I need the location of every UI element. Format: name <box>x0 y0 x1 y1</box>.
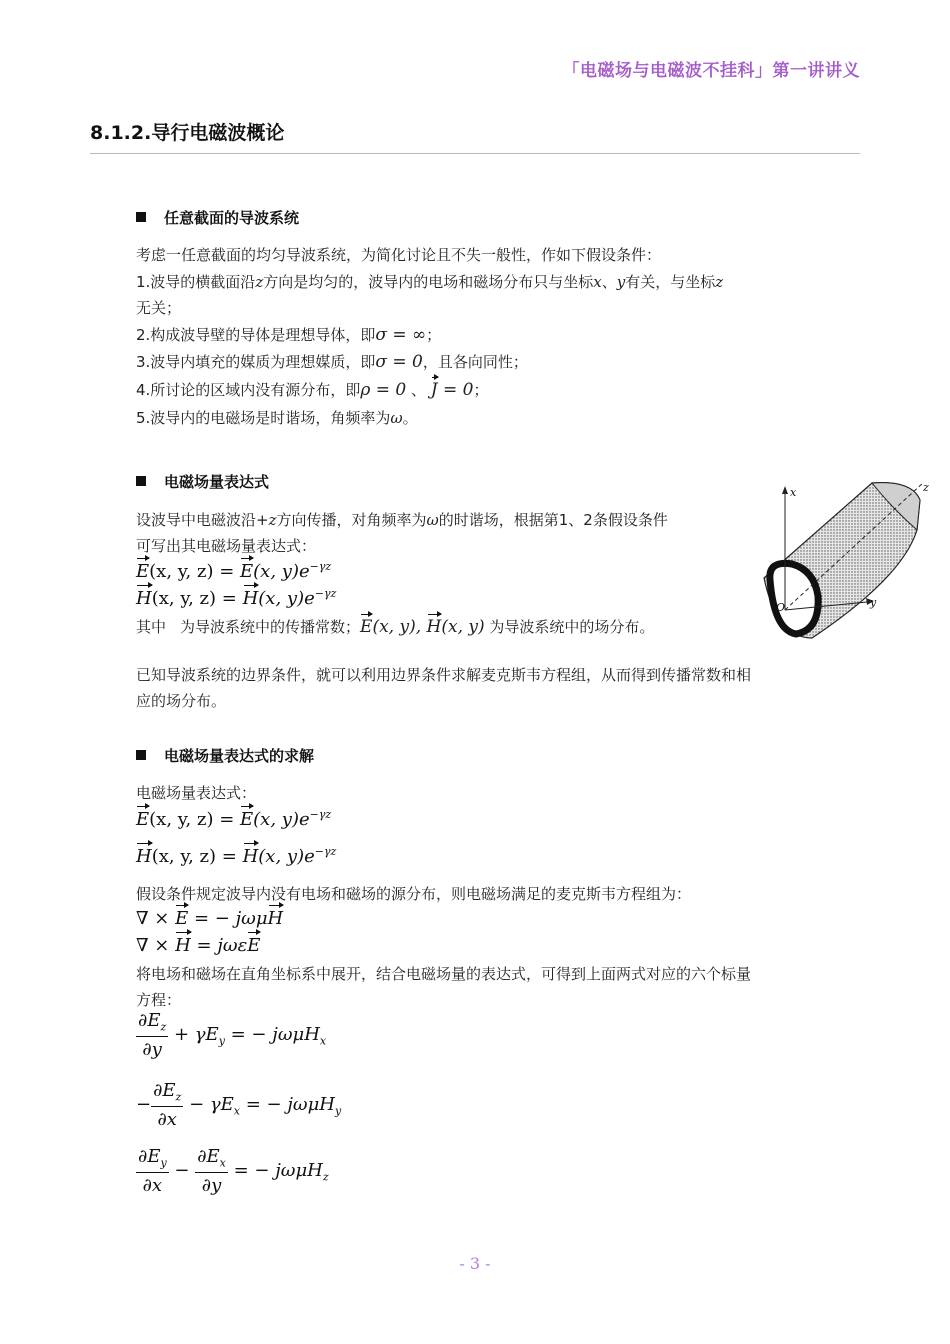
bullet-square-icon <box>136 212 146 222</box>
equation-H-field: H(x, y, z) = H(x, $y)e^{-\gamma z}$ <box>136 587 337 609</box>
heading-text: 任意截面的导波系统 <box>164 209 300 227</box>
boundary-text-2: 应的场分布。 <box>136 692 227 710</box>
waveguide-cross-section <box>770 563 818 634</box>
expand-text-2: 方程： <box>136 991 182 1009</box>
propagation-text: 设波导中电磁波沿+z方向传播，对角频率为ω的时谐场，根据第1、2条假设条件 <box>136 511 668 529</box>
origin-label: O <box>776 601 786 614</box>
maxwell-intro: 假设条件规定波导内没有电场和磁场的源分布，则电磁场满足的麦克斯韦方程组为： <box>136 885 692 903</box>
heading-arbitrary-waveguide <box>136 207 299 228</box>
section-divider <box>90 153 860 154</box>
document-header-title: 「电磁场与电磁波不挂科」第一讲讲义 <box>562 61 860 81</box>
heading-text: 电磁场量表达式的求解 <box>164 747 315 765</box>
waveguide-diagram <box>752 478 937 648</box>
axis-label-x: x <box>790 486 797 499</box>
assumption-5: 5.波导内的电磁场是时谐场，角频率为ω。 <box>136 409 418 427</box>
boundary-text: 已知导波系统的边界条件，就可以利用边界条件求解麦克斯韦方程组，从而得到传播常数和相 <box>136 666 752 684</box>
bullet-square-icon <box>136 476 146 486</box>
scalar-equation-3: $\frac{\partial E_y}{\partial x}$ − $\frac{\partial E_x}{\partial y}$ = − jωμH$_z$ <box>138 1146 329 1196</box>
axis-label-z: z <box>923 481 929 494</box>
scalar-equation-2: − $\frac{\partial E_z}{\partial x}$ − $\gamma E_x$ = − jωμH$_y$ <box>136 1080 342 1130</box>
bullet-square-icon <box>136 750 146 760</box>
assumption-3: 3.波导内填充的媒质为理想媒质，即σ = 0，且各向同性； <box>136 352 528 372</box>
equation-E-field: E(x, y, z) = E(x, $y)e^{-\gamma z}$ <box>136 560 332 582</box>
heading-field-expression <box>136 471 269 492</box>
heading-text: 电磁场量表达式 <box>164 473 270 491</box>
assumption-intro: 考虑一任意截面的均匀导波系统，为简化讨论且不失一般性，作如下假设条件： <box>136 246 662 264</box>
assumption-1: 1.波导的横截面沿z方向是均匀的，波导内的电场和磁场分布只与坐标x、y有关，与坐标z <box>136 273 724 291</box>
page-number: - 3 - <box>459 1254 491 1273</box>
expression-label: 电磁场量表达式： <box>136 784 257 802</box>
propagation-text-2: 可写出其电磁场量表达式： <box>136 537 317 555</box>
equation-H-field-2: H(x, y, z) = H(x, $y)e^{-\gamma z}$ <box>136 845 337 867</box>
section-title: 8.1.2.导行电磁波概论 <box>90 122 285 144</box>
axis-label-y: y <box>870 596 877 609</box>
assumption-1-cont: 无关； <box>136 299 182 317</box>
assumption-2: 2.构成波导壁的导体是理想导体，即σ = ∞； <box>136 325 442 345</box>
heading-solution <box>136 745 314 766</box>
where-text: 其中 为导波系统中的传播常数；E(x, y), H(x, y) 为导波系统中的场分布。 <box>136 617 655 637</box>
equation-curl-E: ∇ × E = − jωμH <box>136 908 284 929</box>
equation-curl-H: ∇ × H = jωεE <box>136 935 261 956</box>
scalar-equation-1: $\frac{\partial E_z}{\partial y}$ + $\gamma E_y$ = − jωμH$_x$ <box>138 1010 327 1060</box>
equation-E-field-2: E(x, y, z) = E(x, $y)e^{-\gamma z}$ <box>136 808 332 830</box>
expand-text: 将电场和磁场在直角坐标系中展开，结合电磁场量的表达式，可得到上面两式对应的六个标量 <box>136 965 752 983</box>
assumption-4: 4.所讨论的区域内没有源分布，即ρ = 0 、 J = 0； <box>136 380 489 400</box>
